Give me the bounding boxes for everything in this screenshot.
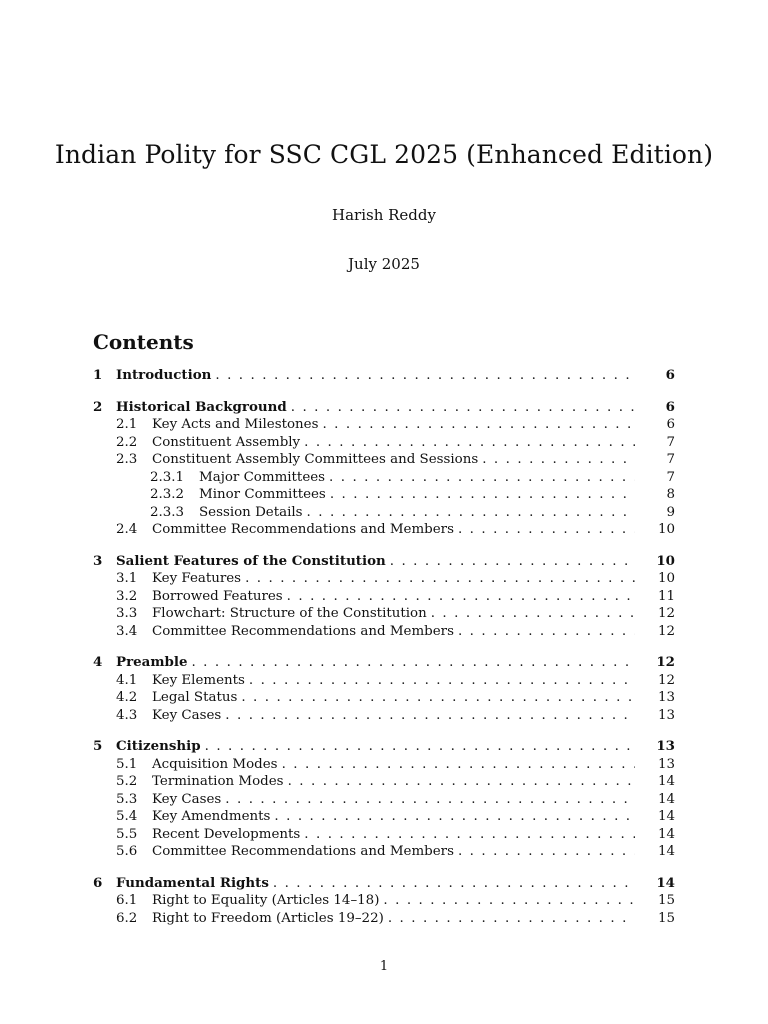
document-author: Harish Reddy <box>332 206 436 224</box>
toc-entry-label: Citizenship <box>116 738 201 754</box>
toc-entry-number: 2.3.3 <box>150 504 185 520</box>
toc-entry-number: 5.5 <box>116 826 138 842</box>
toc-leader-dots <box>241 689 635 707</box>
toc-entry-page: 15 <box>657 893 675 908</box>
toc-entry[interactable] <box>93 504 675 522</box>
toc-entry[interactable] <box>93 399 675 417</box>
toc-entry-label: Historical Background <box>116 398 287 415</box>
toc-entry[interactable] <box>93 689 675 707</box>
toc-entry-label: Introduction <box>116 367 212 383</box>
toc-entry-number: 2.3.2 <box>150 487 185 502</box>
toc-entry-number: 5.3 <box>116 791 138 807</box>
toc-leader-dots <box>304 826 635 844</box>
toc-entry[interactable] <box>93 521 675 539</box>
toc-entry[interactable] <box>93 605 675 623</box>
toc-entry[interactable] <box>93 486 675 504</box>
toc-entry-label: Fundamental Rights <box>116 874 269 891</box>
toc-leader-dots <box>287 588 635 606</box>
document-title: Indian Polity for SSC CGL 2025 (Enhanced Edition) <box>54 140 714 169</box>
toc-leader-dots <box>307 504 635 522</box>
toc-entry[interactable] <box>93 707 675 725</box>
toc-leader-dots <box>383 892 635 910</box>
toc-entry-label: Key Features <box>152 571 242 586</box>
toc-leader-dots <box>322 416 635 434</box>
toc-entry-number: 4.1 <box>116 672 138 688</box>
toc-entry-label: Session Details <box>199 504 303 520</box>
toc-entry[interactable] <box>93 367 675 385</box>
toc-entry-number: 2 <box>93 398 103 415</box>
toc-entry[interactable] <box>93 843 675 861</box>
toc-entry-number: 2.3 <box>116 452 138 467</box>
toc-entry-label: Key Cases <box>152 707 222 723</box>
toc-entry[interactable] <box>93 553 675 571</box>
toc-leader-dots <box>390 553 635 571</box>
toc-entry-number: 5.4 <box>116 809 138 824</box>
toc-entry-number: 2.1 <box>116 417 138 432</box>
toc-leader-dots <box>225 791 635 809</box>
toc-entry-label: Committee Recommendations and Members <box>152 844 454 859</box>
toc-leader-dots <box>388 910 635 928</box>
toc-entry-number: 5.1 <box>116 756 138 772</box>
toc-entry-number: 4.2 <box>116 690 138 705</box>
toc-entry-number: 4 <box>93 654 103 670</box>
toc-entry-number: 1 <box>93 367 103 383</box>
toc-leader-dots <box>191 654 635 672</box>
toc-entry-page: 11 <box>657 588 675 604</box>
toc-entry-label: Salient Features of the Constitution <box>116 552 386 569</box>
toc-entry-label: Major Committees <box>199 469 326 485</box>
toc-leader-dots <box>274 808 635 826</box>
toc-entry-page: 12 <box>657 672 675 688</box>
page-number: 1 <box>379 959 389 974</box>
toc-entry-page: 14 <box>657 809 675 824</box>
toc-entry-page: 7 <box>666 434 675 450</box>
toc-entry-label: Borrowed Features <box>152 588 283 604</box>
toc-entry-label: Flowchart: Structure of the Constitution <box>152 606 427 621</box>
toc-entry-number: 3.3 <box>116 606 138 621</box>
toc-entry[interactable] <box>93 756 675 774</box>
toc-entry[interactable] <box>93 910 675 928</box>
toc-entry-page: 9 <box>666 504 675 520</box>
toc-entry[interactable] <box>93 808 675 826</box>
toc-entry-page: 8 <box>666 487 675 502</box>
toc-leader-dots <box>329 469 635 487</box>
toc-leader-dots <box>291 399 635 417</box>
toc-entry-page: 7 <box>666 469 675 485</box>
toc-leader-dots <box>215 367 635 385</box>
toc-leader-dots <box>304 434 635 452</box>
document-date: July 2025 <box>348 255 420 273</box>
toc-entry[interactable] <box>93 826 675 844</box>
toc-entry[interactable] <box>93 416 675 434</box>
toc-entry-number: 3.1 <box>116 571 138 586</box>
table-of-contents <box>93 367 675 927</box>
toc-entry-page: 14 <box>657 791 675 807</box>
toc-entry[interactable] <box>93 469 675 487</box>
toc-entry-label: Legal Status <box>152 690 238 705</box>
toc-leader-dots <box>245 570 635 588</box>
toc-entry-label: Key Amendments <box>152 809 271 824</box>
toc-entry-page: 13 <box>657 690 675 705</box>
toc-leader-dots <box>458 623 635 641</box>
toc-leader-dots <box>330 486 635 504</box>
toc-entry-number: 6.2 <box>116 910 138 926</box>
toc-entry[interactable] <box>93 588 675 606</box>
toc-entry-number: 5.6 <box>116 844 138 859</box>
toc-entry-label: Committee Recommendations and Members <box>152 623 454 639</box>
toc-entry[interactable] <box>93 773 675 791</box>
toc-entry[interactable] <box>93 451 675 469</box>
toc-entry-label: Constituent Assembly Committees and Sessions <box>152 452 479 467</box>
toc-entry-number: 2.4 <box>116 522 138 537</box>
toc-entry-page: 15 <box>657 910 675 926</box>
toc-entry-page: 12 <box>656 654 675 670</box>
toc-entry-number: 2.2 <box>116 434 138 450</box>
toc-entry[interactable] <box>93 672 675 690</box>
toc-entry-number: 6 <box>93 874 103 891</box>
toc-entry-label: Recent Developments <box>152 826 301 842</box>
toc-leader-dots <box>249 672 635 690</box>
toc-entry-page: 6 <box>666 417 675 432</box>
toc-entry-page: 10 <box>656 552 675 569</box>
toc-entry-page: 10 <box>657 571 675 586</box>
toc-entry-label: Key Acts and Milestones <box>152 417 319 432</box>
toc-entry-label: Right to Equality (Articles 14–18) <box>152 893 380 908</box>
toc-entry-label: Right to Freedom (Articles 19–22) <box>152 910 384 926</box>
toc-entry-label: Key Cases <box>152 791 222 807</box>
toc-entry[interactable] <box>93 570 675 588</box>
toc-entry-page: 6 <box>665 367 675 383</box>
toc-entry-label: Preamble <box>116 654 188 670</box>
toc-entry-number: 6.1 <box>116 893 138 908</box>
toc-entry-number: 3 <box>93 552 103 569</box>
toc-entry-page: 12 <box>657 623 675 639</box>
toc-entry-label: Acquisition Modes <box>152 756 278 772</box>
toc-entry-page: 13 <box>657 756 675 772</box>
toc-entry-label: Key Elements <box>152 672 245 688</box>
toc-entry-page: 14 <box>657 844 675 859</box>
toc-entry-page: 6 <box>665 398 675 415</box>
toc-entry-label: Minor Committees <box>199 487 326 502</box>
toc-entry-number: 3.2 <box>116 588 138 604</box>
toc-entry[interactable] <box>93 791 675 809</box>
toc-entry-number: 4.3 <box>116 707 138 723</box>
toc-entry-page: 13 <box>656 738 675 754</box>
toc-entry-page: 10 <box>657 522 675 537</box>
toc-entry-label: Constituent Assembly <box>152 434 301 450</box>
toc-leader-dots <box>288 773 635 791</box>
toc-leader-dots <box>282 756 635 774</box>
toc-entry[interactable] <box>93 654 675 672</box>
toc-entry[interactable] <box>93 738 675 756</box>
toc-entry-number: 5 <box>93 738 103 754</box>
toc-entry-number: 2.3.1 <box>150 469 185 485</box>
toc-entry[interactable] <box>93 892 675 910</box>
toc-entry-number: 5.2 <box>116 774 138 789</box>
toc-entry-page: 14 <box>656 874 675 891</box>
toc-entry-page: 14 <box>657 826 675 842</box>
toc-entry-page: 12 <box>657 606 675 621</box>
toc-leader-dots <box>482 451 635 469</box>
toc-leader-dots <box>205 738 635 756</box>
contents-heading: Contents <box>93 330 194 354</box>
toc-entry-page: 13 <box>657 707 675 723</box>
toc-leader-dots <box>458 521 635 539</box>
toc-entry-page: 14 <box>657 774 675 789</box>
toc-leader-dots <box>225 707 635 725</box>
toc-leader-dots <box>431 605 635 623</box>
toc-entry-label: Termination Modes <box>152 774 284 789</box>
toc-entry-number: 3.4 <box>116 623 138 639</box>
toc-entry[interactable] <box>93 623 675 641</box>
toc-entry[interactable] <box>93 434 675 452</box>
toc-leader-dots <box>458 843 635 861</box>
toc-entry[interactable] <box>93 875 675 893</box>
toc-entry-page: 7 <box>666 452 675 467</box>
toc-entry-label: Committee Recommendations and Members <box>152 522 454 537</box>
toc-leader-dots <box>273 875 635 893</box>
